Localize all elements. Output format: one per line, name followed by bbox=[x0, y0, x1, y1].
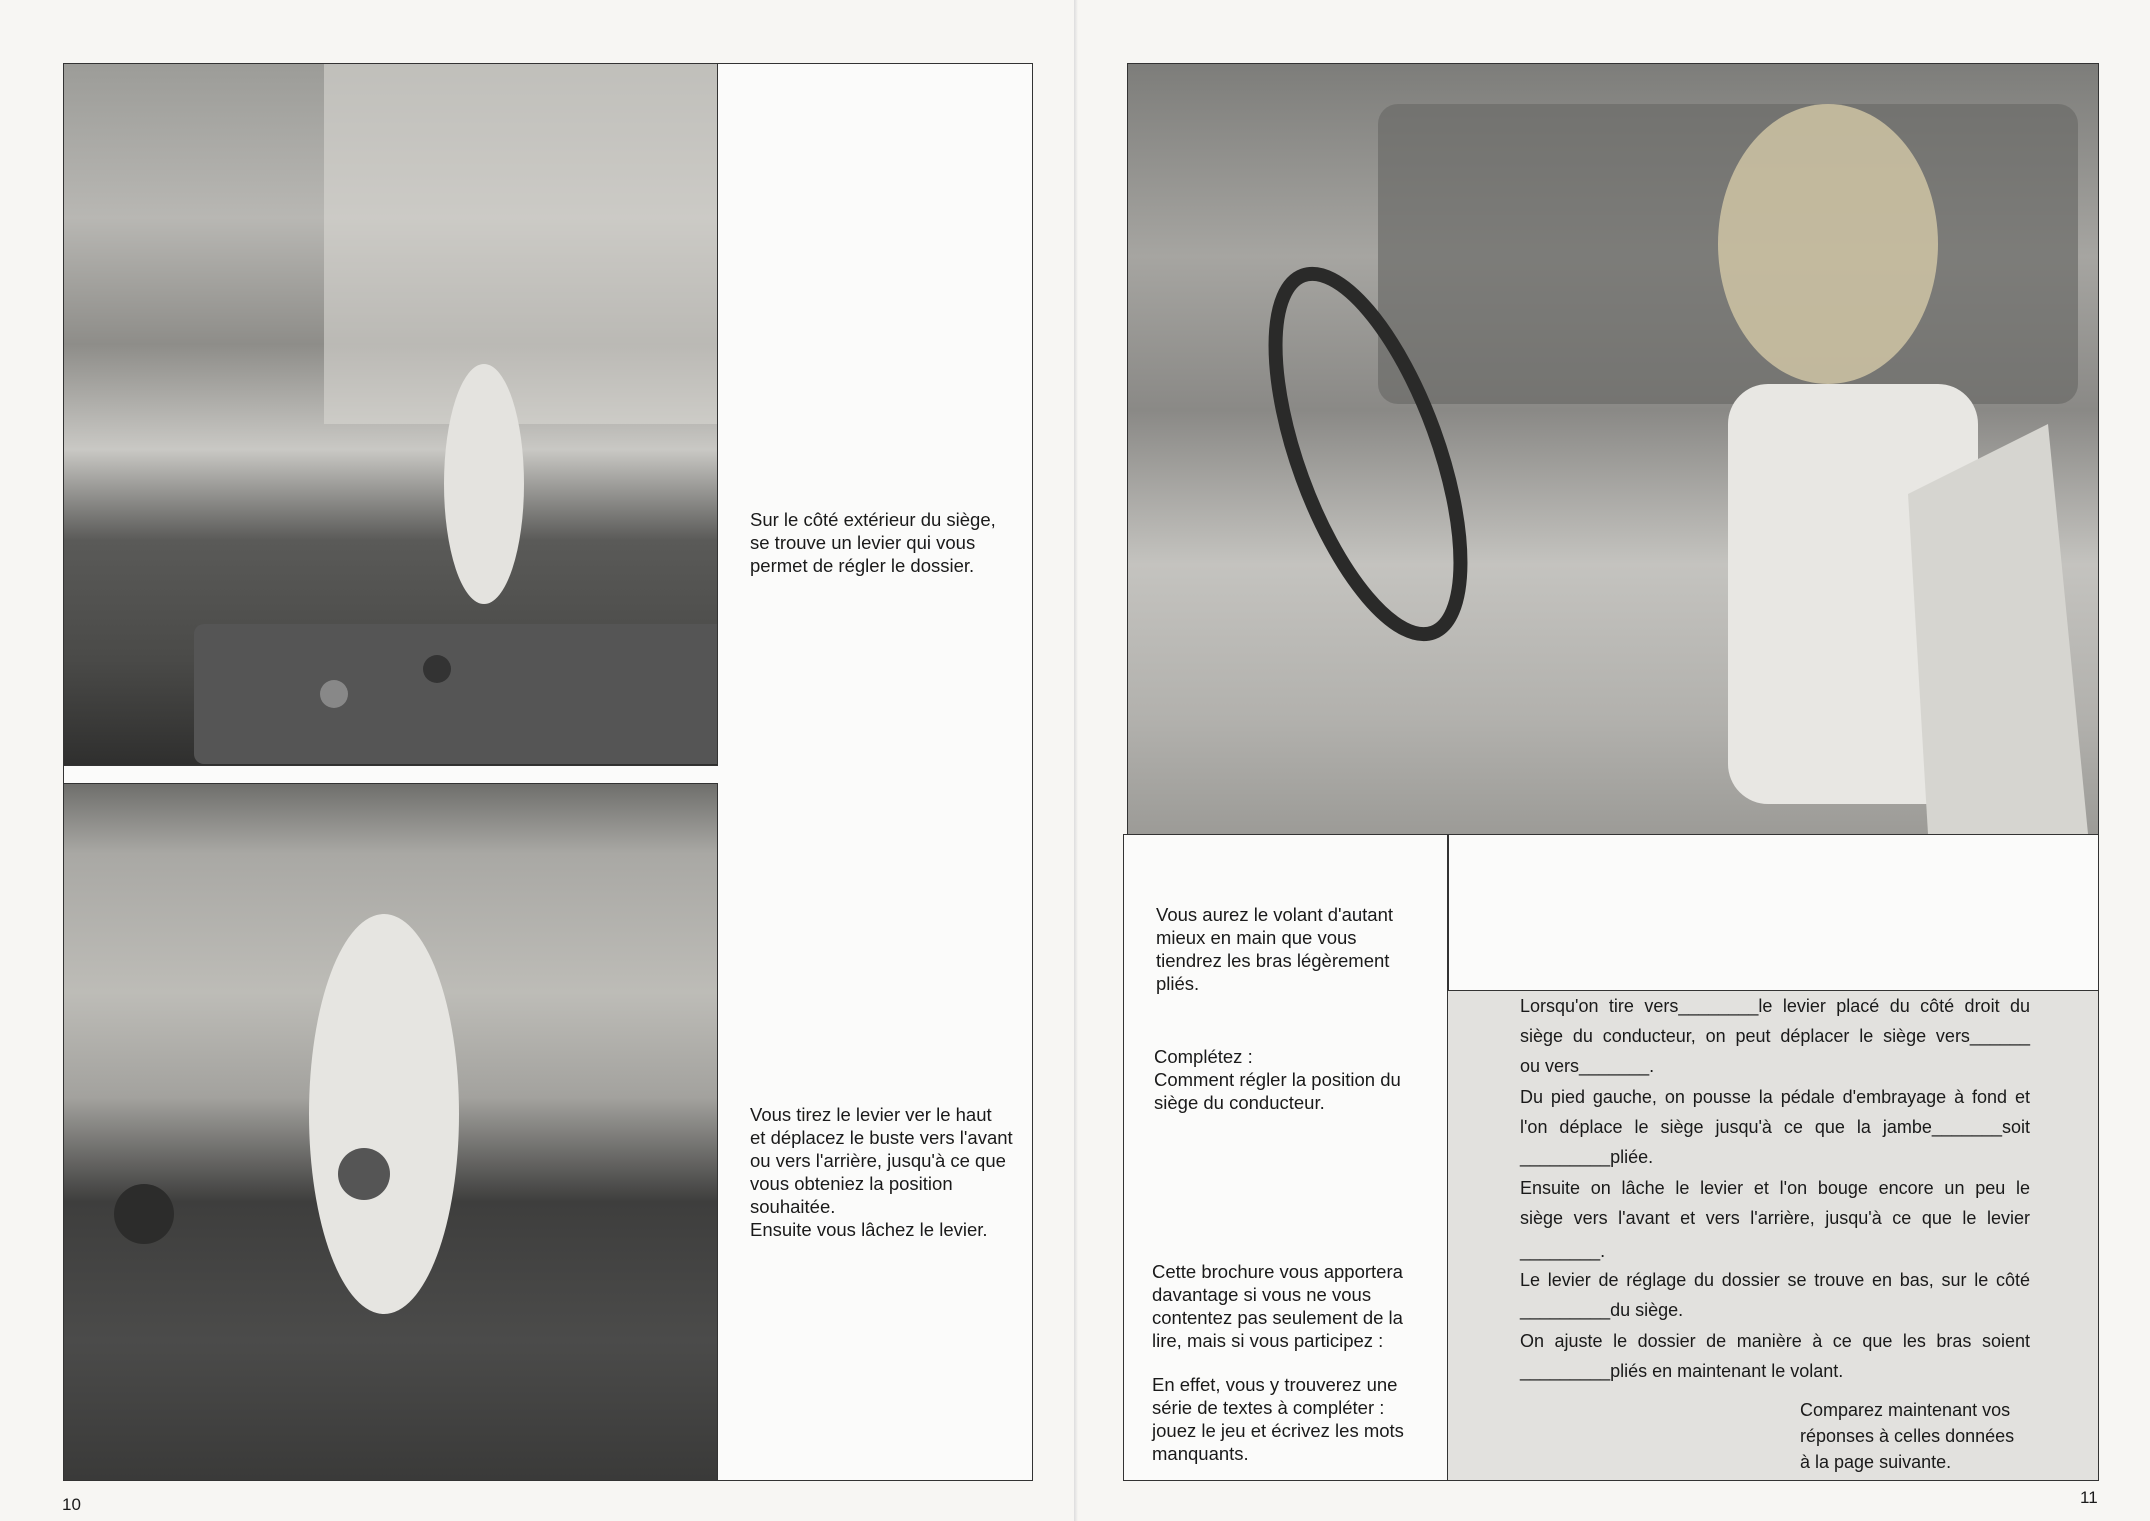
exercise-line: Lorsqu'on tire vers________le levier placé du côté droit du bbox=[1520, 996, 2030, 1016]
photo-illustration bbox=[1128, 64, 2099, 835]
exercise-line: _________du siège. bbox=[1520, 1300, 1684, 1320]
photo-seat-backrest-lever bbox=[63, 63, 718, 766]
photo-illustration bbox=[64, 64, 718, 766]
exercise-line: l'on déplace le siège jusqu'à ce que la jambe_______soit bbox=[1520, 1117, 2030, 1137]
exercise-line: siège du conducteur, on peut déplacer le siège vers______ bbox=[1520, 1026, 2030, 1046]
book-spine bbox=[1074, 0, 1078, 1521]
exercise-line: Le levier de réglage du dossier se trouve en bas, sur le côté bbox=[1520, 1270, 2030, 1290]
fill-in-game-note: En effet, vous y trouverez une série de textes à compléter : jouez le jeu et écrivez les mots manquants. bbox=[1152, 1374, 1404, 1464]
caption-backrest-lever: Sur le côté extérieur du siège, se trouve un levier qui vous permet de régler le dossier. bbox=[750, 509, 996, 576]
fill-in-exercise-box bbox=[1447, 990, 2099, 1481]
steering-intro: Vous aurez le volant d'autant mieux en main que vous tiendrez les bras légèrement pliés. bbox=[1156, 904, 1394, 994]
exercise-line: Du pied gauche, on pousse la pédale d'embrayage à fond et bbox=[1520, 1087, 2030, 1107]
exercise-line: ________. bbox=[1520, 1241, 1606, 1261]
exercise-line: On ajuste le dossier de manière à ce que les bras soient bbox=[1520, 1331, 2030, 1351]
compare-answers-note: Comparez maintenant vos réponses à celles données à la page suivante. bbox=[1800, 1400, 2015, 1472]
brochure-note: Cette brochure vous apportera davantage si vous ne vous contentez pas seulement de la lire, mais si vous participez : bbox=[1152, 1261, 1403, 1351]
exercise-line: ou vers_______. bbox=[1520, 1056, 1655, 1076]
page-number-right: 11 bbox=[2080, 1488, 2098, 1507]
exercise-heading: Complétez : Comment régler la position du siège du conducteur. bbox=[1154, 1046, 1401, 1113]
page-number-left: 10 bbox=[62, 1495, 81, 1514]
caption-pull-lever: Vous tirez le levier ver le haut et déplacez le buste vers l'avant ou vers l'arrière, jusqu'à ce que vous obteniez la position souhaitée. Ensuite vous lâchez le levier. bbox=[750, 1104, 1013, 1240]
photo-seat-lever-hand bbox=[63, 783, 718, 1481]
exercise-line: _________pliés en maintenant le volant. bbox=[1520, 1361, 1844, 1381]
photo-driver-steering-wheel bbox=[1127, 63, 2099, 835]
exercise-line: Ensuite on lâche le levier et l'on bouge encore un peu le bbox=[1520, 1178, 2030, 1198]
photo-illustration bbox=[64, 784, 718, 1481]
exercise-line: siège vers l'avant et vers l'arrière, jusqu'à ce que le levier bbox=[1520, 1208, 2030, 1228]
exercise-line: _________pliée. bbox=[1520, 1147, 1654, 1167]
